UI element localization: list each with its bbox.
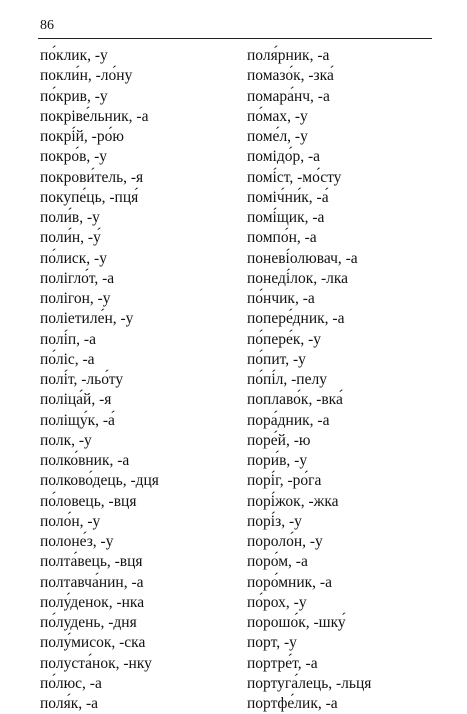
dictionary-entry: помідо́р, -а	[247, 148, 321, 166]
dictionary-entry: пора́дник, -а	[247, 411, 330, 429]
dictionary-entry: помазо́к, -зка́	[247, 67, 334, 85]
dictionary-entry: покро́в, -у	[40, 148, 108, 166]
dictionary-entry: поплаво́к, -вка́	[247, 391, 343, 409]
dictionary-entry: поли́н, -у́	[40, 229, 101, 247]
dictionary-entry: по́пі́л, -пелу	[247, 371, 327, 388]
dictionary-entry: полуста́нок, -нку	[40, 654, 152, 672]
dictionary-entry: помпо́н, -а	[247, 229, 317, 247]
dictionary-entry: по́лиск, -у	[40, 249, 107, 267]
dictionary-entry: полтавча́нин, -а	[40, 573, 144, 591]
dictionary-entry: поро́м, -а	[247, 553, 308, 571]
dictionary-entry: поліщу́к, -а́	[40, 411, 115, 429]
dictionary-entry: порт, -у	[247, 634, 297, 652]
dictionary-entry: поло́н, -у	[40, 512, 101, 530]
dictionary-entry: по́ловець, -вця	[40, 492, 137, 510]
dictionary-entry: полоне́з, -у	[40, 533, 114, 550]
dictionary-entry: порошо́к, -шку́	[247, 614, 346, 631]
dictionary-entry: португа́лець, -льця	[247, 674, 372, 692]
dictionary-entry: порі́жок, -жка	[247, 492, 339, 510]
dictionary-entry: поли́в, -у	[40, 209, 100, 226]
dictionary-entry: по́пит, -у	[247, 350, 306, 368]
dictionary-entry: полі́п, -а	[40, 330, 96, 348]
dictionary-entry: поміч́ни́к, -а́	[247, 188, 329, 206]
dictionary-entry: портфе́лик, -а	[247, 695, 338, 712]
dictionary-entry: полігло́т, -а	[40, 269, 115, 287]
dictionary-entry: полу́мисок, -ска	[40, 634, 146, 652]
dictionary-entry: пори́в, -у	[247, 452, 308, 469]
dictionary-entry: по́крив, -у	[40, 87, 108, 105]
dictionary-entry: помі́щик, -а	[247, 209, 325, 226]
page-number: 86	[40, 18, 54, 33]
dictionary-entry: поля́к, -а	[40, 695, 99, 712]
dictionary-entry: покрови́тель, -я	[40, 168, 144, 186]
dictionary-entry: поро́мник, -а	[247, 573, 332, 591]
dictionary-entry: поре́й, -ю	[247, 431, 311, 449]
dictionary-entry: полі́т, -льо́ту	[40, 371, 124, 388]
dictionary-entry: по́нчик, -а	[247, 290, 315, 307]
dictionary-entry: помара́нч, -а	[247, 87, 330, 105]
dictionary-entry: полково́дець, -дця	[40, 472, 159, 490]
dictionary-entry: поневі́олювач, -а	[247, 249, 358, 267]
dictionary-entry: по́люс, -а	[40, 674, 102, 692]
dictionary-entry: по́ліс, -а	[40, 350, 95, 368]
dictionary-entry: попере́дник, -а	[247, 310, 345, 328]
dictionary-entry: по́лудень, -дня	[40, 614, 137, 631]
dictionary-entry: полу́денок, -нка	[40, 593, 145, 611]
dictionary-entry: портре́т, -а	[247, 654, 318, 672]
dictionary-entry: покрі́й, -ро́ю	[40, 128, 124, 145]
left-column	[40, 46, 240, 714]
dictionary-entry: покріве́льник, -а	[40, 107, 149, 125]
dictionary-entry: полк, -у	[40, 431, 92, 449]
dictionary-entry: поля́рник, -а	[247, 47, 330, 64]
dictionary-entry: поме́л, -у	[247, 128, 308, 145]
dictionary-entry: по́рох, -у	[247, 593, 307, 611]
dictionary-entry: по́мах, -у	[247, 107, 308, 125]
dictionary-entry: покли́н, -ло́ну	[40, 67, 133, 85]
dictionary-entry: поліетиле́н, -у	[40, 310, 134, 328]
dictionary-entry: полта́вець, -вця	[40, 553, 143, 571]
dictionary-entry: понеді́лок, -лка	[247, 269, 349, 287]
right-column	[247, 46, 447, 714]
dictionary-entry: полігон, -у	[40, 290, 111, 307]
dictionary-entry: порі́г, -ро́га	[247, 472, 322, 490]
dictionary-entry: помі́ст, -мо́сту	[247, 168, 342, 186]
dictionary-entry: покупе́ць, -пця́	[40, 188, 139, 206]
header-rule	[38, 38, 432, 39]
dictionary-entry: по́пере́к, -у	[247, 330, 322, 348]
dictionary-entry: полко́вник, -а	[40, 452, 130, 469]
dictionary-entry: порі́з, -у	[247, 512, 302, 530]
dictionary-entry: по́клик, -у	[40, 47, 108, 64]
dictionary-entry: пороло́н, -у	[247, 533, 323, 550]
dictionary-entry: поліца́й, -я	[40, 391, 112, 409]
